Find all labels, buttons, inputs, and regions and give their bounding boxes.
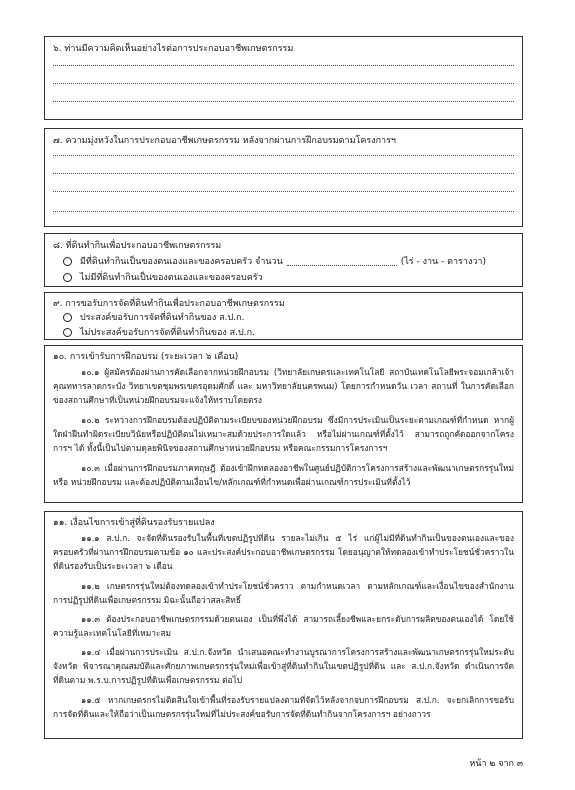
section-11-heading: ๑๑. เงื่อนไขการเข้าสู่ที่ดินรองรับรายแปลง xyxy=(53,518,215,528)
clause-11-5: ๑๑.๕ หากเกษตรกรไม่ติดสินใจเข้าพื้นที่รองรับรายแปลงตามที่จัดไว้หลังจากจบการฝึกอบรม ส.ป.ก. จะยกเลิกการขอรับการจัดที่ดินและให้ถือว่าเป็นเกษตรกรรุ่นใหม่ที่ไม่ประสงค์ขอรับการจัดที่ดินทำกินจากโครงการฯ อย่างถาวร xyxy=(53,695,514,719)
clause-10-2: ๑๐.๒ ระหว่างการฝึกอบรมต้องปฏิบัติตามระเบียบของหน่วยฝึกอบรม ซึ่งมีการประเมินเป็นระยะตามเกณฑ์ที่กำหนด หากผู้ใดฝ่าฝืนทำผิดระเบียบวินัยหรือปฏิบัติตนไม่เหมาะสมด้วยประการใดแล้ว หรือไม่ผ่านเกณฑ์ที่ตั้งไว้ สามารถถูกคัดออกจากโครงการฯ ได้ ทั้งนี้เป็นไปตามดุลยพินิจของสถานศึกษาหน่วยฝึกอบรม หรือคณะกรรมการโครงการฯ xyxy=(53,415,514,453)
section-8-heading: ๘. ที่ดินทำกินเพื่อประกอบอาชีพเกษตรกรรม xyxy=(53,241,222,251)
section-opinion xyxy=(44,36,523,120)
section-land-request xyxy=(44,292,523,340)
clause-11-2: ๑๑.๒ เกษตรกรรุ่นใหม่ต้องทดลองเข้าทำประโยชน์ชั่วคราว ตามกำหนดเวลา ตามหลักเกณฑ์และเงื่อนไขของสำนักงานการปฏิรูปที่ดินเพื่อเกษตรกรรม มิฉะนั้นถือว่าสละสิทธิ์ xyxy=(53,581,514,605)
answer-line[interactable] xyxy=(53,191,514,192)
unit-label: (ไร่ - งาน - ตารางวา) xyxy=(400,257,486,267)
land-option-none[interactable] xyxy=(63,270,263,284)
option-label: ไม่มีที่ดินทำกินเป็นของตนเองและของครอบครัว xyxy=(80,273,263,283)
radio-button[interactable] xyxy=(63,328,72,337)
section-10-heading: ๑๐. การเข้ารับการฝึกอบรม (ระยะเวลา ๖ เดือน) xyxy=(53,352,239,362)
section-aspiration xyxy=(44,128,523,227)
section-7-heading: ๗. ความมุ่งหวังในการประกอบอาชีพเกษตรกรรม หลังจากผ่านการฝึกอบรมตามโครงการฯ xyxy=(53,136,396,146)
option-label: ไม่ประสงค์ขอรับการจัดที่ดินทำกินของ ส.ป.ก. xyxy=(80,328,255,338)
option-label: มีที่ดินทำกินเป็นของตนเองและของครอบครัว จำนวน xyxy=(80,257,283,267)
land-amount-field[interactable] xyxy=(287,257,397,266)
answer-line[interactable] xyxy=(53,65,514,66)
section-9-heading: ๙. การขอรับการจัดที่ดินทำกินเพื่อประกอบอาชีพเกษตรกรรม xyxy=(53,299,285,309)
clause-11-1: ๑๑.๑ ส.ป.ก. จะจัดที่ดินรองรับในพื้นที่เขตปฏิรูปที่ดิน รายละไม่เกิน ๕ ไร่ แก่ผู้ไม่มีที่ดินทำกินเป็นของตนเองและของครอบครัวที่ผ่านการฝึกอบรมตามข้อ ๑๐ และประสงค์ประกอบอาชีพเกษตรกรรม โดยอนุญาตให้ทดลองเข้าทำประโยชน์ชั่วคราวในที่ดินรองรับเป็นระยะเวลา ๖ เดือน xyxy=(53,533,514,571)
section-land xyxy=(44,233,523,287)
radio-button[interactable] xyxy=(63,313,72,322)
page-number: หน้า ๒ จาก ๓ xyxy=(469,759,523,769)
section-6-heading: ๖. ท่านมีความคิดเห็นอย่างไรต่อการประกอบอาชีพเกษตรกรรม xyxy=(53,44,294,54)
request-option-no[interactable] xyxy=(63,325,255,339)
answer-line[interactable] xyxy=(53,211,514,212)
option-label: ประสงค์ขอรับการจัดที่ดินทำกินของ ส.ป.ก. xyxy=(80,313,245,323)
clause-10-3: ๑๐.๓ เมื่อผ่านการฝึกอบรมภาคทฤษฎี ต้องเข้าฝึกทดลองอาชีพในศูนย์ปฏิบัติการโครงการสร้างและพัฒนาเกษตรกรรุ่นใหม่ หรือ หน่วยฝึกอบรม และต้องปฏิบัติตามเงื่อนไข/หลักเกณฑ์ที่กำหนดเพื่อผ่านเกณฑ์การประเมินที่ตั้งไว้ xyxy=(53,463,514,487)
land-option-owned[interactable] xyxy=(63,254,486,268)
clause-11-4: ๑๑.๔ เมื่อผ่านการประเมิน ส.ป.ก.จังหวัด นำเสนอคณะทำงานบูรณาการโครงการสร้างและพัฒนาเกษตรกรรุ่นใหม่ระดับจังหวัด พิจารณาคุณสมบัติและศักยภาพเกษตรกรรุ่นใหม่เพื่อเข้าสู่ที่ดินทำกินในเขตปฏิรูปที่ดิน และ ส.ป.ก.จังหวัด ดำเนินการจัดที่ดินตาม พ.ร.บ.การปฏิรูปที่ดินเพื่อเกษตรกรรม ต่อไป xyxy=(53,647,514,685)
request-option-yes[interactable] xyxy=(63,310,244,324)
answer-line[interactable] xyxy=(53,155,514,156)
section-land-conditions xyxy=(44,511,523,739)
answer-line[interactable] xyxy=(53,173,514,174)
section-training xyxy=(44,345,523,503)
answer-line[interactable] xyxy=(53,101,514,102)
radio-button[interactable] xyxy=(63,257,72,266)
radio-button[interactable] xyxy=(63,273,72,282)
clause-10-1: ๑๐.๑ ผู้สมัครต้องผ่านการคัดเลือกจากหน่วยฝึกอบรม (วิทยาลัยเกษตรและเทคโนโลยี สถาบันเทคโนโลยีพระจอมเกล้าเจ้าคุณทหารลาดกระบัง วิทยาเขตชุมพรเขตรอุดมศักดิ์ และ มหาวิทยาลัยนครพนม) โดยการกำหนดวัน เวลา สถานที่ ในการคัดเลือกของสถานศึกษาที่เป็นหน่วยฝึกอบรมจะแจ้งให้ทราบโดยตรง xyxy=(53,367,514,405)
answer-line[interactable] xyxy=(53,83,514,84)
clause-11-3: ๑๑.๓ ต้องประกอบอาชีพเกษตรกรรมด้วยตนเอง เป็นที่พึ่งได้ สามารถเลี้ยงชีพและยกระดับการผลิตของตนเองได้ โดยใช้ความรู้และเทคโนโลยีที่เหมาะสม xyxy=(53,614,514,638)
